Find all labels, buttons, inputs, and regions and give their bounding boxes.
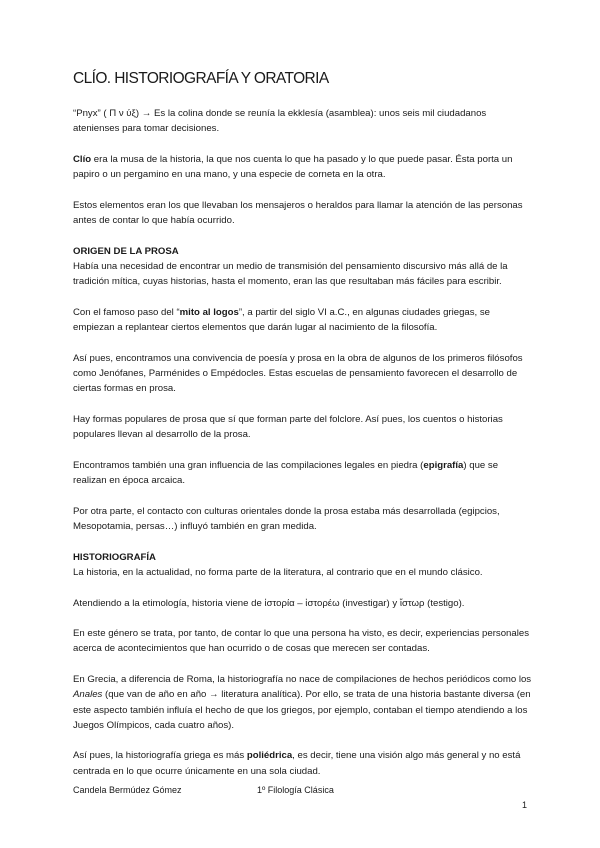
paragraph-historiografia-5: [73, 748, 533, 779]
page-title: CLÍO. HISTORIOGRAFÍA Y ORATORIA: [73, 70, 329, 87]
pnyx-greek: Π ν ύξ: [109, 108, 136, 119]
paragraph-prosa-6: Por otra parte, el contacto con culturas orientales donde la prosa estaba más desarrollada (egipcios, Mesopotamia, persas…) influyó también en gran medida.: [73, 505, 500, 533]
poliedrica-post: , es decir, tiene una visión algo más general y no está centrada en lo que ocurre únicamente en una sola ciudad.: [73, 750, 521, 777]
epigrafia-post: ) que se realizan en época arcaica.: [73, 459, 499, 487]
paragraph-prosa-5: [73, 458, 533, 489]
paragraph-prosa-1: Había una necesidad de encontrar un medio de transmisión del pensamiento discursivo más allá de la tradición mítica, cuyas historias, hasta el momento, eran las que resultaban más fáciles para escribir.: [73, 260, 508, 288]
poliedrica-term: poliédrica: [246, 750, 293, 762]
section-heading-historiografia: HISTORIOGRAFÍA: [73, 551, 156, 563]
page-number: 1: [521, 800, 527, 810]
clio-term: Clío: [73, 153, 92, 165]
anales-pre: En Grecia, a diferencia de Roma, la historiografía no nace de compilaciones de hechos periódicos como los: [73, 673, 532, 685]
paragraph-historiografia-2: Atendiendo a la etimología, historia viene de ἱστορία – ἱστορέω (investigar) y ἵστωρ (testigo).: [73, 597, 465, 609]
paragraph-prosa-2: [73, 305, 533, 336]
anales-term: Anales: [73, 689, 103, 701]
epigrafia-pre: Encontramos también una gran influencia de las compilaciones legales en piedra (: [73, 459, 424, 471]
paragraph-historiografia-4: [73, 672, 533, 733]
mito-logos-post: ”, a partir del siglo VI a.C., en algunas ciudades griegas, se empiezan a replantear ciertos elementos que darán lugar al nacimiento de la filosofía.: [73, 306, 491, 334]
section-heading-prosa: ORIGEN DE LA PROSA: [73, 245, 179, 257]
paragraph-historiografia-1: La historia, en la actualidad, no forma parte de la literatura, al contrario que en el mundo clásico.: [73, 566, 483, 578]
footer-course: 1º Filología Clásica: [257, 785, 334, 795]
anales-post: (que van de año en año → literatura analítica). Por ello, se trata de una historia bastante diversa (en este aspecto también influía el hecho de que los griegos, por ejemplo, contaban el tiempo atendiendo a los Juegos Olímpicos, cada cuatro años).: [73, 689, 531, 731]
paragraph-heraldos: Estos elementos eran los que llevaban los mensajeros o heraldos para llamar la atención de las personas antes de contar lo que había ocurrido.: [73, 199, 523, 227]
epigrafia-term: epigrafía: [423, 459, 464, 471]
paragraph-prosa-3: Así pues, encontramos una convivencia de poesía y prosa en la obra de algunos de los primeros filósofos como Jenófanes, Parménides o Empédocles. Estas escuelas de pensamiento favorecen el desarrollo de ciertas formas en prosa.: [73, 352, 523, 395]
document-body: [73, 106, 533, 794]
mito-logos-pre: Con el famoso paso del “: [73, 306, 180, 318]
pnyx-text: “Pnyx” (: [73, 108, 110, 119]
footer-author: Candela Bermúdez Gómez: [73, 785, 182, 795]
paragraph-pnyx: [73, 106, 533, 137]
paragraph-historiografia-3: En este género se trata, por tanto, de contar lo que una persona ha visto, es decir, experiencias personales acerca de acontecimientos que han ocurrido o de cosas que merecen ser contadas.: [73, 628, 529, 655]
poliedrica-pre: Así pues, la historiografía griega es más: [73, 750, 247, 762]
clio-description: era la musa de la historia, la que nos cuenta lo que ha pasado y lo que puede pasar. Ésta porta un papiro o un pergamino en una mano, y una especie de corneta en la otra.: [73, 153, 513, 181]
paragraph-prosa-4: Hay formas populares de prosa que sí que forman parte del folclore. Así pues, los cuentos o historias populares llevan al desarrollo de la prosa.: [73, 413, 503, 441]
paragraph-clio: [73, 152, 533, 183]
mito-logos-term: mito al logos: [179, 306, 239, 318]
pnyx-definition: ) → Es la colina donde se reunía la ekklesía (asamblea): unos seis mil ciudadanos atenienses para tomar decisiones.: [73, 108, 487, 135]
